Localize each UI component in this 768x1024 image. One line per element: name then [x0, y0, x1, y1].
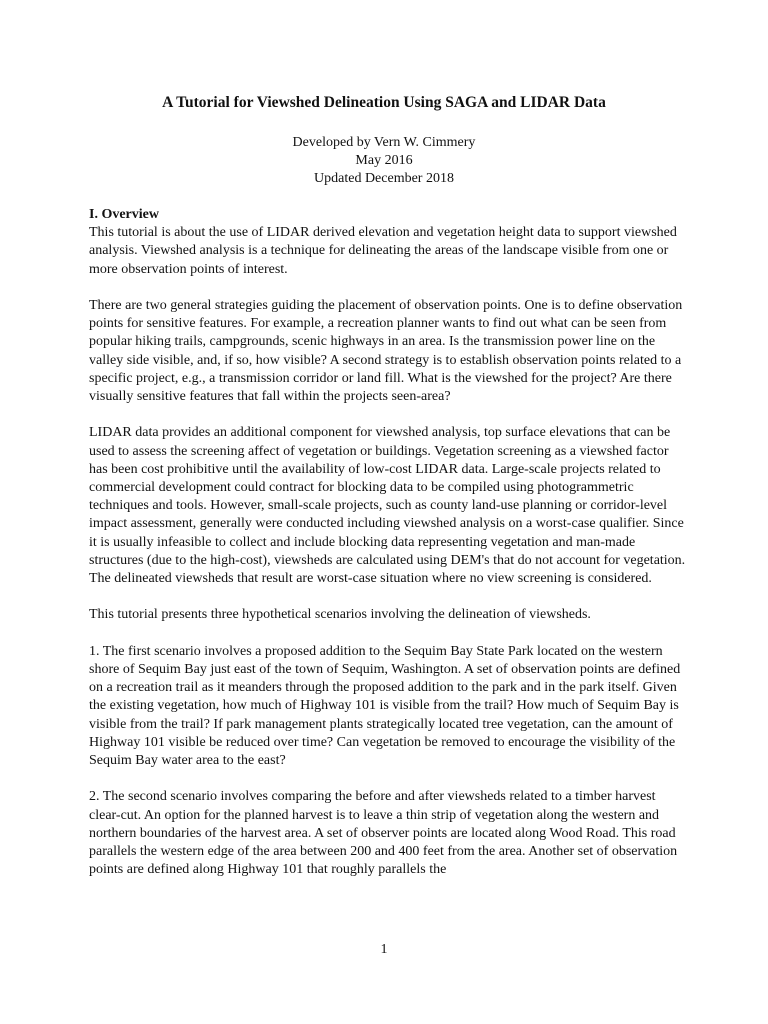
document-body	[89, 206, 689, 898]
page-number: 1	[380, 942, 388, 957]
section-heading: I. Overview	[89, 207, 159, 222]
paragraph-1: This tutorial is about the use of LIDAR derived elevation and vegetation height data to support viewshed analysis. Viewshed analysis is a technique for delineating the areas of the landscape visible from one or more observation points of interest.	[89, 225, 677, 277]
document-title: A Tutorial for Viewshed Delineation Using SAGA and LIDAR Data	[162, 94, 606, 111]
paragraph-6: 2. The second scenario involves comparing the before and after viewsheds related to a timber harvest clear-cut. An option for the planned harvest is to leave a thin strip of vegetation along the western and northern boundaries of the harvest area. A set of observer points are located along Wood Road. This road parallels the western edge of the area between 200 and 400 feet from the area. Another set of observation points are defined along Highway 101 that roughly parallels the	[89, 789, 678, 878]
paragraph-4: This tutorial presents three hypothetical scenarios involving the delineation of viewsheds.	[89, 607, 591, 623]
paragraph-2: There are two general strategies guiding the placement of observation points. One is to define observation points for sensitive features. For example, a recreation planner wants to find out what can be seen from popular hiking trails, campgrounds, scenic highways in an area. Is the transmission power line on the valley side visible, and, if so, how visible? A second strategy is to establish observation points related to a specific project, e.g., a transmission corridor or land fill. What is the viewshed for the project? Are there visually sensitive features that fall within the projects seen-area?	[89, 298, 683, 405]
byline	[0, 134, 768, 189]
updated-line: Updated December 2018	[314, 171, 454, 187]
date-line: May 2016	[355, 153, 413, 169]
paragraph-5: 1. The first scenario involves a proposed addition to the Sequim Bay State Park located on the western shore of Sequim Bay just east of the town of Sequim, Washington. A set of observation points are defined on a recreation trail as it meanders through the proposed addition to the park and in the park itself. Given the existing vegetation, how much of Highway 101 is visible from the trail? How much of Sequim Bay is visible from the trail? If park management plants strategically located tree vegetation, can the amount of Highway 101 visible be reduced over time? Can vegetation be removed to encourage the visibility of the Sequim Bay water area to the east?	[89, 643, 681, 769]
paragraph-3: LIDAR data provides an additional component for viewshed analysis, top surface elevations that can be used to assess the screening affect of vegetation or buildings. Vegetation screening as a viewshed factor has been cost prohibitive until the availability of low-cost LIDAR data. Large-scale projects related to commercial development could contract for blocking data to be compiled using photogrammetric techniques and tools. However, small-scale projects, such as county land-use planning or corridor-level impact assessment, generally were conducted including viewshed analysis on a worst-case qualifier. Since it is usually infeasible to collect and include blocking data representing vegetation and man-made structures (due to the high-cost), viewsheds are calculated using DEM's that do not account for vegetation. The delineated viewsheds that result are worst-case situation where no view screening is considered.	[89, 425, 686, 587]
author-line: Developed by Vern W. Cimmery	[292, 135, 476, 150]
